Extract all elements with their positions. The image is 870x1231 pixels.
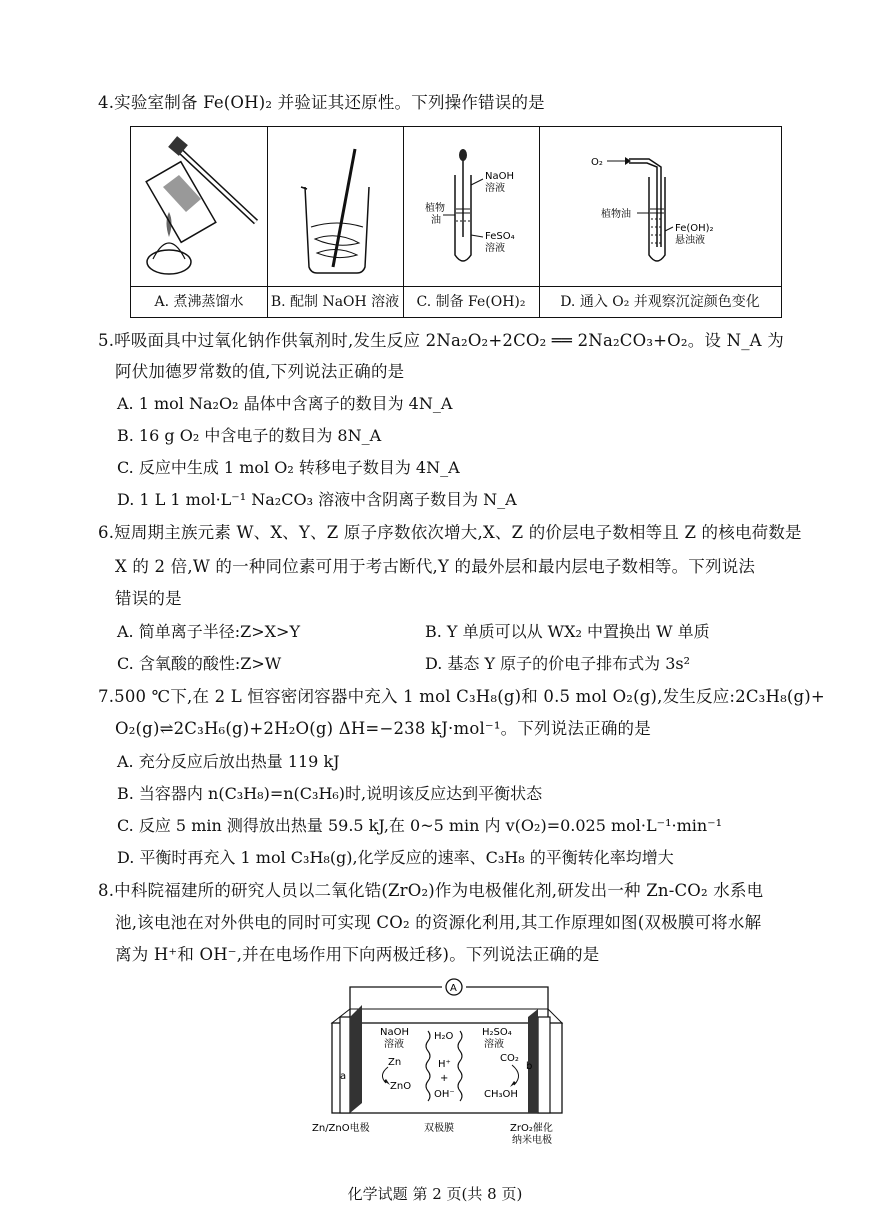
q4-cell-b — [267, 127, 404, 317]
label-feoh2: Fe(OH)₂ — [675, 223, 714, 234]
q4-cell-a — [131, 127, 268, 317]
test-tube-c-figure — [403, 127, 539, 286]
label-feso4-solution: 溶液 — [485, 243, 505, 254]
label-naoh-solution-cell: 溶液 — [384, 1039, 404, 1050]
q6-option-d: D. 基态 Y 原子的价电子排布式为 3s² — [425, 654, 691, 673]
q6-option-c: C. 含氧酸的酸性:Z>W — [117, 654, 282, 673]
label-plus: + — [440, 1073, 449, 1084]
label-zn: Zn — [388, 1057, 402, 1068]
q6-option-a: A. 简单离子半径:Z>X>Y — [117, 622, 301, 641]
label-co2: CO₂ — [500, 1053, 519, 1064]
label-suspension: 悬浊液 — [675, 235, 705, 246]
q4-caption-b: B. 配制 NaOH 溶液 — [267, 286, 403, 317]
label-o2: O₂ — [591, 157, 603, 168]
label-plant-oil: 植物油 — [601, 209, 631, 220]
q6-stem-line3: 错误的是 — [115, 589, 182, 608]
label-naoh-cell: NaOH — [380, 1027, 409, 1038]
q7-stem-line1: 7.500 ℃下,在 2 L 恒容密闭容器中充入 1 mol C₃H₈(g)和 0.5 mol O₂(g),发生反应:2C₃H₈(g)+ — [98, 687, 825, 706]
q4-cell-c — [403, 127, 540, 317]
label-feso4: FeSO₄ — [485, 231, 515, 242]
label-hplus: H⁺ — [438, 1059, 451, 1070]
q4-cell-d — [539, 127, 781, 317]
q5-option-d: D. 1 L 1 mol·L⁻¹ Na₂CO₃ 溶液中含阴离子数目为 N_A — [117, 490, 517, 509]
battery-diagram — [310, 975, 570, 1155]
q6-stem-line2: X 的 2 倍,W 的一种同位素可用于考古断代,Y 的最外层和最内层电子数相等。下列说法 — [115, 557, 756, 576]
boiling-flask-figure — [131, 127, 267, 286]
beaker-figure — [267, 127, 403, 286]
q8-stem-line2: 池,该电池在对外供电的同时可实现 CO₂ 的资源化利用,其工作原理如图(双极膜可将水解 — [115, 913, 762, 932]
test-tube-d-figure — [539, 127, 781, 286]
q4-caption-c: C. 制备 Fe(OH)₂ — [403, 286, 539, 317]
q7-option-a: A. 充分反应后放出热量 119 kJ — [117, 752, 340, 771]
q4-apparatus-table — [130, 126, 782, 318]
label-nano-electrode: 纳米电极 — [512, 1135, 552, 1146]
label-naoh: NaOH — [485, 171, 514, 182]
label-bipolar-membrane: 双极膜 — [424, 1123, 454, 1134]
label-zno: ZnO — [390, 1081, 412, 1092]
q5-option-c: C. 反应中生成 1 mol O₂ 转移电子数目为 4N_A — [117, 458, 460, 477]
label-h2so4-solution: 溶液 — [484, 1039, 504, 1050]
q6-option-b: B. Y 单质可以从 WX₂ 中置换出 W 单质 — [425, 622, 710, 641]
q8-stem-line3: 离为 H⁺和 OH⁻,并在电场作用下向两极迁移)。下列说法正确的是 — [115, 945, 600, 964]
q8-stem-line1: 8.中科院福建所的研究人员以二氧化锆(ZrO₂)作为电极催化剂,研发出一种 Zn-CO₂ 水系电 — [98, 881, 764, 900]
label-h2so4: H₂SO₄ — [482, 1027, 512, 1038]
label-oil: 油 — [431, 215, 441, 226]
electrode-b — [538, 1017, 550, 1113]
label-zro2-catalyst: ZrO₂催化 — [510, 1123, 553, 1134]
page-footer: 化学试题 第 2 页(共 8 页) — [347, 1185, 523, 1203]
q6-stem-line1: 6.短周期主族元素 W、X、Y、Z 原子序数依次增大,X、Z 的价层电子数相等且 Z 的核电荷数是 — [98, 523, 802, 542]
label-ch3oh: CH₃OH — [484, 1089, 518, 1100]
q5-stem-line1: 5.呼吸面具中过氧化钠作供氧剂时,发生反应 2Na₂O₂+2CO₂ ══ 2Na₂CO₃+O₂。设 N_A 为 — [98, 331, 784, 350]
label-b: b — [526, 1061, 533, 1072]
electrode-a — [340, 1017, 350, 1113]
q7-option-b: B. 当容器内 n(C₃H₈)=n(C₃H₆)时,说明该反应达到平衡状态 — [117, 784, 543, 803]
electrode-a-face — [350, 1005, 362, 1113]
q4-caption-d: D. 通入 O₂ 并观察沉淀颜色变化 — [539, 286, 781, 317]
label-ohminus: OH⁻ — [434, 1089, 455, 1100]
q7-option-c: C. 反应 5 min 测得放出热量 59.5 kJ,在 0~5 min 内 v(O₂)=0.025 mol·L⁻¹·min⁻¹ — [117, 816, 723, 835]
label-h2o: H₂O — [434, 1031, 454, 1042]
ammeter-label: A — [450, 983, 457, 994]
label-plant: 植物 — [425, 203, 445, 214]
q7-stem-line2: O₂(g)⇌2C₃H₆(g)+2H₂O(g) ΔH=−238 kJ·mol⁻¹。下列说法正确的是 — [115, 719, 651, 738]
q5-option-b: B. 16 g O₂ 中含电子的数目为 8N_A — [117, 426, 382, 445]
q5-option-a: A. 1 mol Na₂O₂ 晶体中含离子的数目为 4N_A — [117, 394, 453, 413]
q4-caption-a: A. 煮沸蒸馏水 — [131, 286, 267, 317]
label-naoh-solution: 溶液 — [485, 183, 505, 194]
q7-option-d: D. 平衡时再充入 1 mol C₃H₈(g),化学反应的速率、C₃H₈ 的平衡转化率均增大 — [117, 848, 674, 867]
label-zn-zno-electrode: Zn/ZnO电极 — [312, 1123, 370, 1134]
label-a: a — [340, 1071, 347, 1082]
q4-stem: 4.实验室制备 Fe(OH)₂ 并验证其还原性。下列操作错误的是 — [98, 93, 545, 112]
q5-stem-line2: 阿伏加德罗常数的值,下列说法正确的是 — [115, 362, 405, 381]
